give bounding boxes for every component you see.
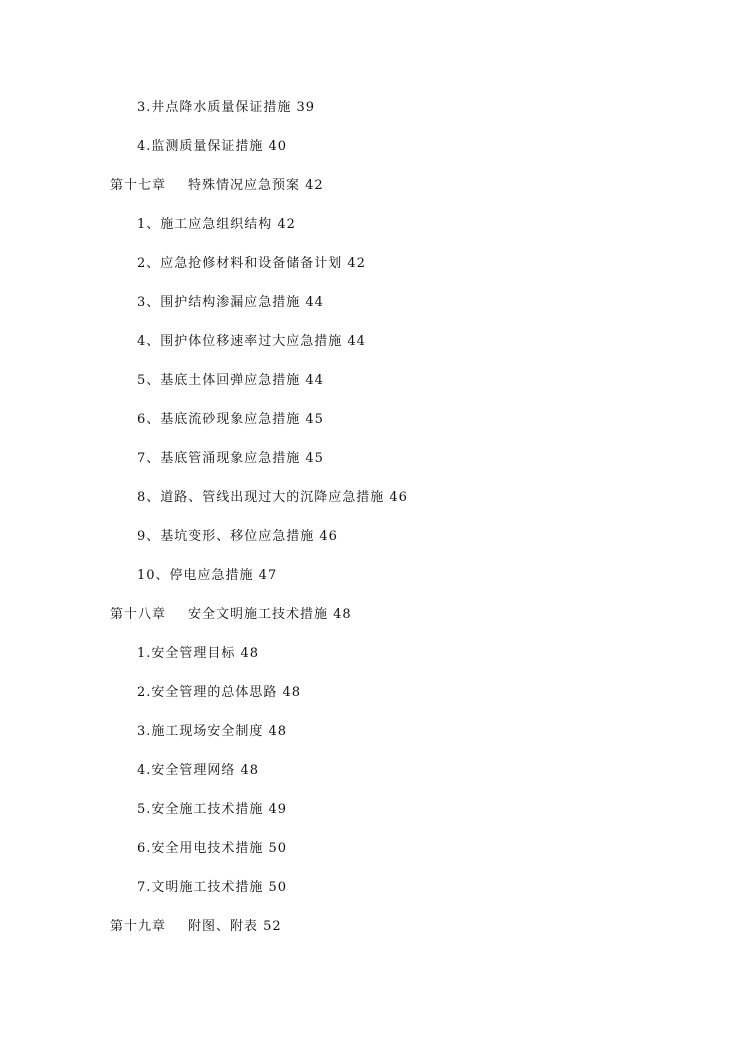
toc-item[interactable]: 10、停电应急措施 47: [137, 568, 278, 583]
toc-item[interactable]: 9、基坑变形、移位应急措施 46: [137, 529, 338, 544]
chapter-number: 第十八章: [110, 607, 167, 622]
toc-item[interactable]: 1、施工应急组织结构 42: [137, 217, 296, 232]
toc-item[interactable]: 6.安全用电技术措施 50: [137, 841, 288, 856]
toc-item[interactable]: 6、基底流砂现象应急措施 45: [137, 412, 324, 427]
toc-item[interactable]: 5、基底土体回弹应急措施 44: [137, 373, 324, 388]
toc-item[interactable]: 3、围护结构渗漏应急措施 44: [137, 295, 324, 310]
toc-item[interactable]: 7.文明施工技术措施 50: [137, 880, 288, 895]
toc-item[interactable]: 1.安全管理目标 48: [137, 646, 260, 661]
toc-item[interactable]: 4、围护体位移速率过大应急措施 44: [137, 334, 366, 349]
toc-item[interactable]: 2.安全管理的总体思路 48: [137, 685, 302, 700]
toc-item[interactable]: 8、道路、管线出现过大的沉降应急措施 46: [137, 490, 408, 505]
toc-item[interactable]: 3.施工现场安全制度 48: [137, 724, 288, 739]
toc-item[interactable]: 7、基底管涌现象应急措施 45: [137, 451, 324, 466]
toc-chapter-17[interactable]: [110, 177, 324, 195]
toc-item[interactable]: 4.安全管理网络 48: [137, 763, 260, 778]
toc-item[interactable]: 5.安全施工技术措施 49: [137, 802, 288, 817]
chapter-number: 第十七章: [110, 178, 167, 193]
chapter-number: 第十九章: [110, 919, 167, 934]
toc-chapter-19[interactable]: [110, 918, 282, 936]
chapter-title: 附图、附表 52: [188, 919, 282, 934]
toc-item[interactable]: 4.监测质量保证措施 40: [137, 139, 288, 154]
chapter-title: 特殊情况应急预案 42: [188, 178, 324, 193]
chapter-title: 安全文明施工技术措施 48: [188, 607, 352, 622]
toc-item[interactable]: 2、应急抢修材料和设备储备计划 42: [137, 256, 366, 271]
toc-item[interactable]: 3.井点降水质量保证措施 39: [137, 100, 316, 115]
toc-chapter-18[interactable]: [110, 606, 352, 624]
